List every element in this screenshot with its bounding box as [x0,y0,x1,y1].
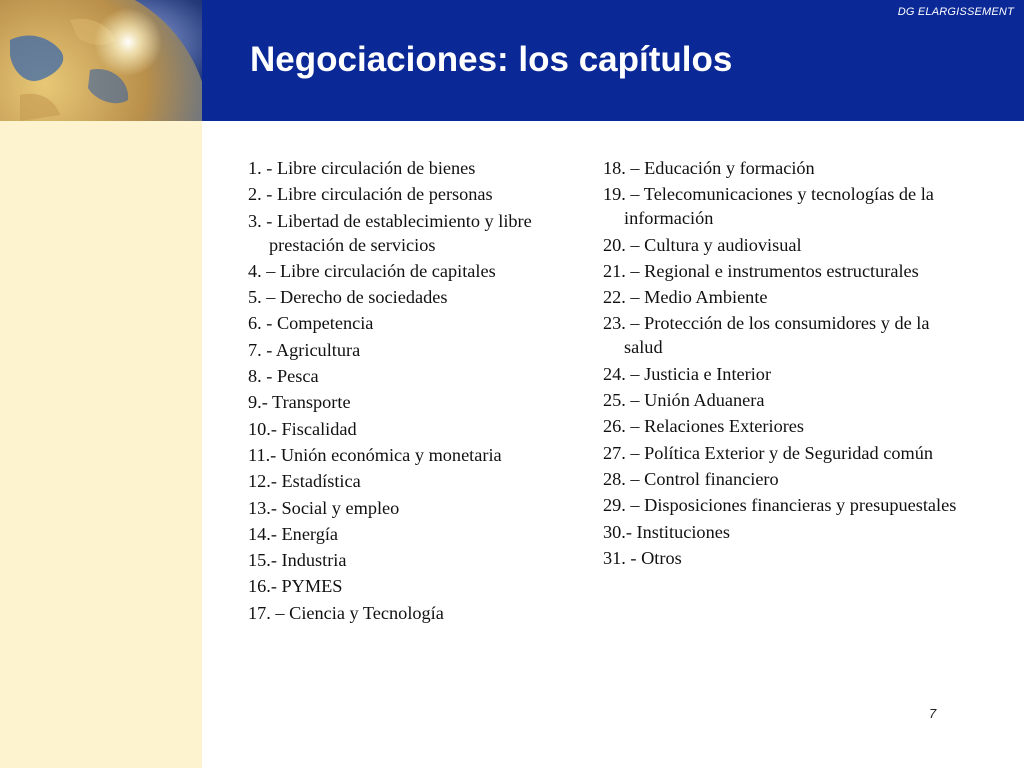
list-item: 25. – Unión Aduanera [603,390,765,411]
list-item: 29. – Disposiciones financieras y presupuestales [603,495,957,516]
list-item: 9.- Transporte [248,392,351,413]
list-item: 1. - Libre circulación de bienes [248,158,476,178]
list-item: 19. – Telecomunicaciones y tecnologías de la información [603,184,934,229]
list-item: 7. - Agricultura [248,339,361,360]
list-item: 11.- Unión económica y monetaria [248,444,502,465]
list-item: 17. – Ciencia y Tecnología [248,602,444,623]
list-item: 28. – Control financiero [603,468,779,489]
list-item: 31. - Otros [603,547,682,568]
list-item: 21. – Regional e instrumentos estructurales [603,260,919,281]
list-item: 22. – Medio Ambiente [603,287,768,308]
list-item: 14.- Energía [248,523,339,544]
list-item: 24. – Justicia e Interior [603,363,772,384]
brand-label: DG ELARGISSEMENT [897,6,1014,18]
list-item: 5. – Derecho de sociedades [248,287,448,308]
list-item: 10.- Fiscalidad [248,418,357,439]
list-item: 6. - Competencia [248,313,374,334]
list-item: 23. – Protección de los consumidores y de la salud [603,313,930,358]
chapter-list-right [603,156,963,572]
list-item: 15.- Industria [248,550,347,571]
list-item: 3. - Libertad de establecimiento y libre prestación de servicios [248,210,532,255]
page-number: 7 [929,706,937,721]
list-item: 16.- PYMES [248,576,343,597]
list-item: 27. – Política Exterior y de Seguridad común [603,442,934,463]
list-item: 4. – Libre circulación de capitales [248,260,496,281]
list-item: 26. – Relaciones Exteriores [603,416,805,437]
left-sidebar [0,121,202,768]
globe-image [0,0,202,121]
list-item: 30.- Instituciones [603,521,730,542]
list-item: 20. – Cultura y audiovisual [603,234,802,255]
list-item: 13.- Social y empleo [248,497,400,518]
list-item: 2. - Libre circulación de personas [248,184,493,205]
list-item: 8. - Pesca [248,366,319,387]
chapter-list-left [248,156,578,627]
list-item: 18. – Educación y formación [603,158,815,178]
slide-title: Negociaciones: los capítulos [250,40,733,79]
list-item: 12.- Estadística [248,471,361,492]
